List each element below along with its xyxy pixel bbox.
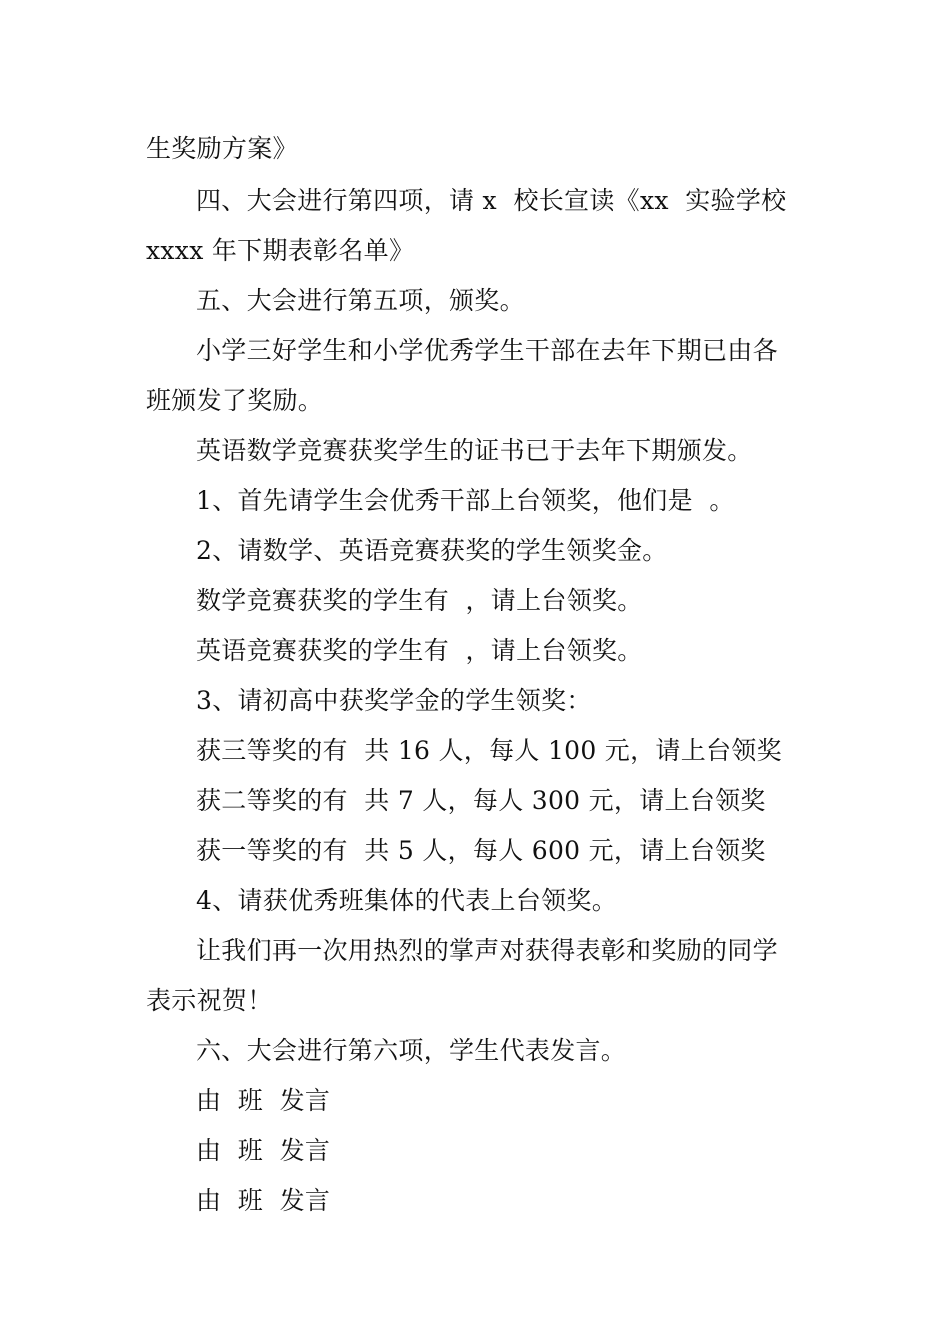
- text-line: 获一等奖的有 共 5 人，每人 600 元，请上台领奖: [196, 836, 766, 865]
- text-line: 四、大会进行第四项，请 x 校长宣读《xx 实验学校: [196, 186, 787, 215]
- text-line: 获二等奖的有 共 7 人，每人 300 元，请上台领奖: [196, 786, 766, 815]
- text-line: 班颁发了奖励。: [146, 386, 324, 415]
- text-line: 生奖励方案》: [146, 134, 298, 163]
- text-line: 六、大会进行第六项，学生代表发言。: [196, 1036, 627, 1065]
- text-line: 4、请获优秀班集体的代表上台领奖。: [196, 886, 618, 915]
- text-line: 数学竞赛获奖的学生有 ，请上台领奖。: [196, 586, 643, 615]
- text-line: 让我们再一次用热烈的掌声对获得表彰和奖励的同学: [196, 936, 778, 965]
- text-line: 五、大会进行第五项，颁奖。: [196, 286, 525, 315]
- text-line: 英语数学竞赛获奖学生的证书已于去年下期颁发。: [196, 436, 753, 465]
- text-line: 表示祝贺！: [146, 986, 273, 1015]
- text-line: xxxx 年下期表彰名单》: [146, 236, 415, 265]
- text-line: 由 班 发言: [196, 1186, 331, 1215]
- text-line: 由 班 发言: [196, 1086, 331, 1115]
- text-line: 由 班 发言: [196, 1136, 331, 1165]
- text-line: 2、请数学、英语竞赛获奖的学生领奖金。: [196, 536, 668, 565]
- text-line: 获三等奖的有 共 16 人，每人 100 元，请上台领奖: [196, 736, 782, 765]
- text-line: 小学三好学生和小学优秀学生干部在去年下期已由各: [196, 336, 778, 365]
- text-line: 3、请初高中获奖学金的学生领奖：: [196, 686, 592, 715]
- text-line: 英语竞赛获奖的学生有 ，请上台领奖。: [196, 636, 643, 665]
- text-line: 1、首先请学生会优秀干部上台领奖，他们是 。: [196, 486, 735, 515]
